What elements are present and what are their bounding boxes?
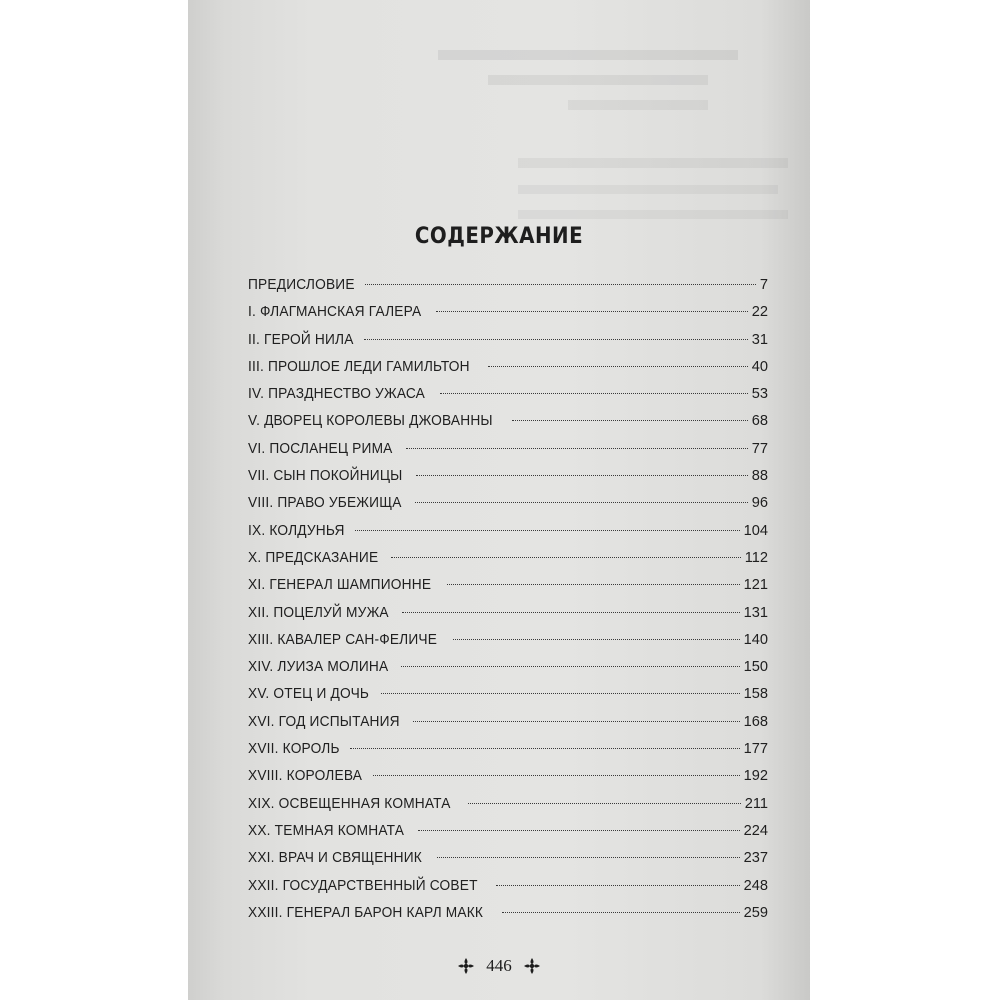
toc-entry-title: IV. ПРАЗДНЕСТВО УЖАСА: [248, 386, 425, 403]
toc-entry: [248, 791, 768, 818]
table-of-contents: [248, 272, 768, 927]
toc-entry: [248, 545, 768, 572]
dot-leader: [401, 666, 739, 667]
toc-entry-title: XIX. ОСВЕЩЕННАЯ КОМНАТА: [248, 795, 451, 812]
toc-entry-page: 224: [743, 822, 768, 839]
toc-entry-title: XXI. ВРАЧ И СВЯЩЕННИК: [248, 850, 422, 867]
toc-entry: [248, 873, 768, 900]
dot-leader: [447, 584, 740, 585]
toc-entry: [248, 845, 768, 872]
toc-entry-title: V. ДВОРЕЦ КОРОЛЕВЫ ДЖОВАННЫ: [248, 413, 493, 430]
toc-entry-title: I. ФЛАГМАНСКАЯ ГАЛЕРА: [248, 304, 422, 321]
toc-entry-page: 259: [743, 904, 768, 921]
toc-entry-title: XI. ГЕНЕРАЛ ШАМПИОННЕ: [248, 577, 432, 594]
toc-entry-title: XIV. ЛУИЗА МОЛИНА: [248, 659, 389, 676]
page-footer: [188, 955, 810, 976]
toc-entry-title: XXIII. ГЕНЕРАЛ БАРОН КАРЛ МАКК: [248, 904, 484, 921]
toc-entry: [248, 354, 768, 381]
bleed-through-line: [518, 210, 788, 219]
toc-entry-page: 121: [743, 577, 768, 594]
dot-leader: [350, 748, 740, 749]
page-number: 446: [486, 956, 512, 976]
toc-entry: [248, 490, 768, 517]
dot-leader: [391, 557, 741, 558]
dot-leader: [415, 502, 747, 503]
book-page: [188, 0, 810, 1000]
toc-entry-title: VII. СЫН ПОКОЙНИЦЫ: [248, 468, 403, 485]
bleed-through-line: [568, 100, 708, 110]
toc-entry: [248, 572, 768, 599]
toc-entry: [248, 463, 768, 490]
toc-entry-page: 88: [751, 468, 768, 485]
toc-entry: [248, 763, 768, 790]
bleed-through-line: [518, 185, 778, 194]
toc-entry-page: 53: [751, 386, 768, 403]
bleed-through-line: [488, 75, 708, 85]
toc-entry: [248, 709, 768, 736]
fleuron-icon: [456, 956, 476, 976]
toc-entry: [248, 681, 768, 708]
toc-entry-title: XII. ПОЦЕЛУЙ МУЖА: [248, 604, 389, 621]
dot-leader: [496, 885, 739, 886]
toc-entry-page: 22: [751, 304, 768, 321]
toc-entry-page: 158: [743, 686, 768, 703]
toc-entry-page: 131: [743, 604, 768, 621]
toc-entry: [248, 272, 768, 299]
toc-entry: [248, 900, 768, 927]
page-title: СОДЕРЖАНИЕ: [414, 224, 584, 249]
dot-leader: [355, 530, 740, 531]
toc-entry-page: 237: [743, 850, 768, 867]
toc-entry-title: III. ПРОШЛОЕ ЛЕДИ ГАМИЛЬТОН: [248, 358, 470, 375]
toc-entry: [248, 518, 768, 545]
dot-leader: [364, 339, 747, 340]
toc-entry-title: IX. КОЛДУНЬЯ: [248, 522, 345, 539]
toc-entry-title: II. ГЕРОЙ НИЛА: [248, 331, 354, 348]
toc-entry-title: X. ПРЕДСКАЗАНИЕ: [248, 549, 379, 566]
dot-leader: [453, 639, 739, 640]
toc-entry-title: XXII. ГОСУДАРСТВЕННЫЙ СОВЕТ: [248, 877, 478, 894]
dot-leader: [373, 775, 739, 776]
fleuron-icon: [522, 956, 542, 976]
toc-entry: [248, 408, 768, 435]
dot-leader: [402, 612, 740, 613]
toc-entry: [248, 736, 768, 763]
dot-leader: [381, 693, 740, 694]
toc-entry-title: XIII. КАВАЛЕР САН-ФЕЛИЧЕ: [248, 631, 438, 648]
toc-entry-page: 140: [743, 631, 768, 648]
dot-leader: [437, 857, 740, 858]
dot-leader: [418, 830, 740, 831]
toc-entry-title: XV. ОТЕЦ И ДОЧЬ: [248, 686, 370, 703]
bleed-through-line: [438, 50, 738, 60]
toc-entry: [248, 654, 768, 681]
toc-entry-page: 177: [743, 741, 768, 758]
toc-entry: [248, 818, 768, 845]
toc-entry-title: XVI. ГОД ИСПЫТАНИЯ: [248, 713, 400, 730]
toc-entry-page: 77: [751, 440, 768, 457]
toc-entry-page: 96: [751, 495, 768, 512]
dot-leader: [468, 803, 741, 804]
dot-leader: [502, 912, 740, 913]
toc-entry-page: 104: [743, 522, 768, 539]
toc-entry-page: 150: [743, 659, 768, 676]
toc-entry-page: 40: [751, 358, 768, 375]
toc-entry-page: 192: [743, 768, 768, 785]
bleed-through-line: [518, 158, 788, 168]
toc-entry-page: 7: [759, 277, 768, 293]
toc-entry: [248, 600, 768, 627]
toc-entry-title: XVIII. КОРОЛЕВА: [248, 768, 363, 785]
dot-leader: [413, 721, 739, 722]
toc-entry-page: 68: [751, 413, 768, 430]
toc-entry-page: 168: [743, 713, 768, 730]
toc-entry: [248, 327, 768, 354]
dot-leader: [406, 448, 748, 449]
toc-entry-page: 211: [744, 795, 768, 812]
dot-leader: [512, 420, 747, 421]
toc-entry-page: 31: [751, 331, 768, 348]
toc-entry: [248, 299, 768, 326]
dot-leader: [416, 475, 747, 476]
dot-leader: [436, 311, 747, 312]
toc-entry-page: 112: [744, 549, 768, 566]
toc-entry-page: 248: [743, 877, 768, 894]
toc-entry-title: XX. ТЕМНАЯ КОМНАТА: [248, 822, 405, 839]
dot-leader: [440, 393, 747, 394]
toc-entry: [248, 627, 768, 654]
dot-leader: [365, 284, 755, 285]
toc-entry: [248, 436, 768, 463]
toc-entry-title: VI. ПОСЛАНЕЦ РИМА: [248, 440, 393, 457]
toc-entry-title: VIII. ПРАВО УБЕЖИЩА: [248, 495, 402, 512]
toc-entry-title: ПРЕДИСЛОВИЕ: [248, 277, 355, 293]
dot-leader: [488, 366, 748, 367]
toc-entry: [248, 381, 768, 408]
toc-entry-title: XVII. КОРОЛЬ: [248, 741, 340, 758]
